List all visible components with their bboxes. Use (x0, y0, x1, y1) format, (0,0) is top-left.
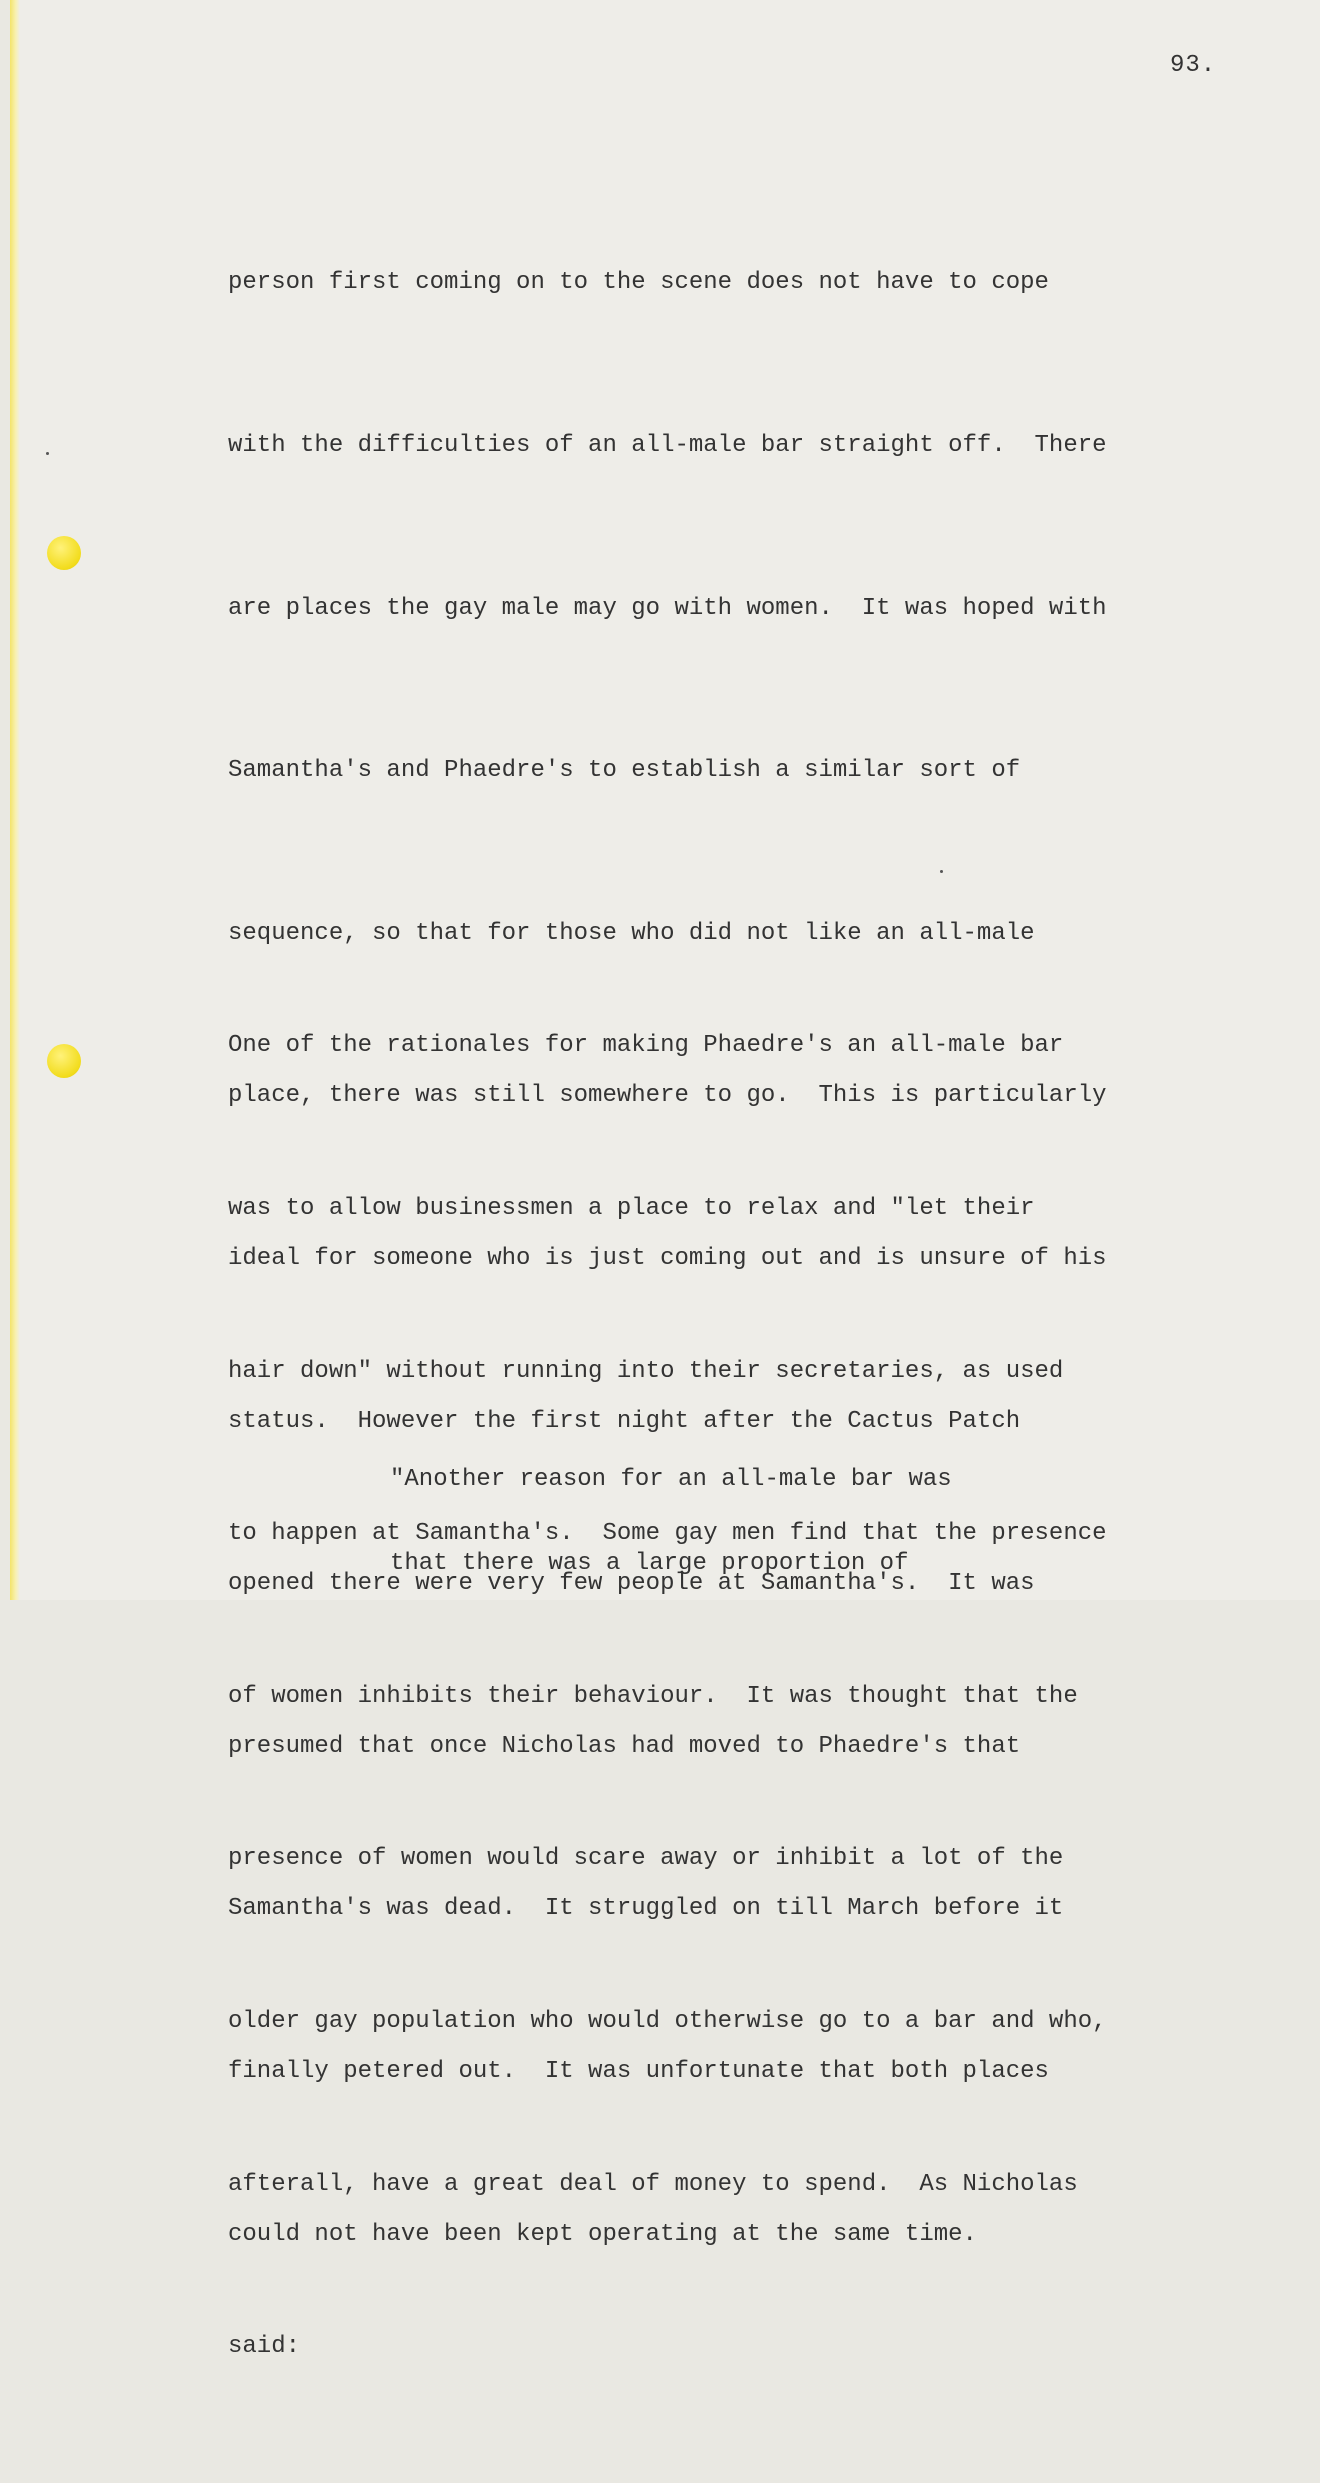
text-line: place, there was still somewhere to go. This is particularly (228, 1082, 1107, 1110)
text-line: presumed that once Nicholas had moved to Phaedre's that (228, 1732, 1021, 1760)
page-number: 93. (1170, 52, 1217, 79)
text-line: Samantha's was dead. It struggled on till March before it (228, 1895, 1064, 1923)
text-line: afterall, have a great deal of money to spend. As Nicholas (228, 2170, 1078, 2198)
text-line: with the difficulties of an all-male bar straight off. There (228, 432, 1107, 459)
text-line: person first coming on to the scene does not have to cope (228, 269, 1049, 297)
text-line: sequence, so that for those who did not like an all-male (228, 919, 1035, 947)
binder-hole-top (47, 536, 81, 570)
paper-speck (46, 452, 49, 455)
text-line: hair down" without running into their secretaries, as used (228, 1357, 1064, 1385)
text-line: ideal for someone who is just coming out and is unsure of his (228, 1244, 1107, 1272)
text-line: presence of women would scare away or inhibit a lot of the (228, 1845, 1064, 1873)
block-quote (390, 1410, 952, 1634)
text-line: was to allow businessmen a place to relax and "let their (228, 1195, 1035, 1222)
text-line: One of the rationales for making Phaedre's an all-male bar (228, 1032, 1064, 1060)
binder-hole-bottom (47, 1044, 81, 1078)
text-line: could not have been kept operating at the same time. (228, 2220, 977, 2248)
text-line: older gay population who would otherwise go to a bar and who, (228, 2007, 1107, 2035)
paragraph-2 (228, 911, 1107, 2483)
text-line: to happen at Samantha's. Some gay men find that the presence (228, 1520, 1107, 1548)
text-line: said: (228, 2333, 301, 2361)
quote-line: "Another reason for an all-male bar was (390, 1466, 952, 1493)
text-line: status. However the first night after the Cactus Patch (228, 1407, 1021, 1435)
text-line: opened there were very few people at Samantha's. It was (228, 1570, 1035, 1598)
quote-line: that there was a large proportion of (390, 1550, 909, 1577)
text-line: are places the gay male may go with women. It was hoped with (228, 594, 1107, 622)
text-line: finally petered out. It was unfortunate that both places (228, 2057, 1049, 2085)
text-line: Samantha's and Phaedre's to establish a similar sort of (228, 757, 1021, 785)
binding-edge (10, 0, 20, 1600)
text-line: of women inhibits their behaviour. It was thought that the (228, 1682, 1078, 1710)
document-page (10, 0, 1320, 2361)
